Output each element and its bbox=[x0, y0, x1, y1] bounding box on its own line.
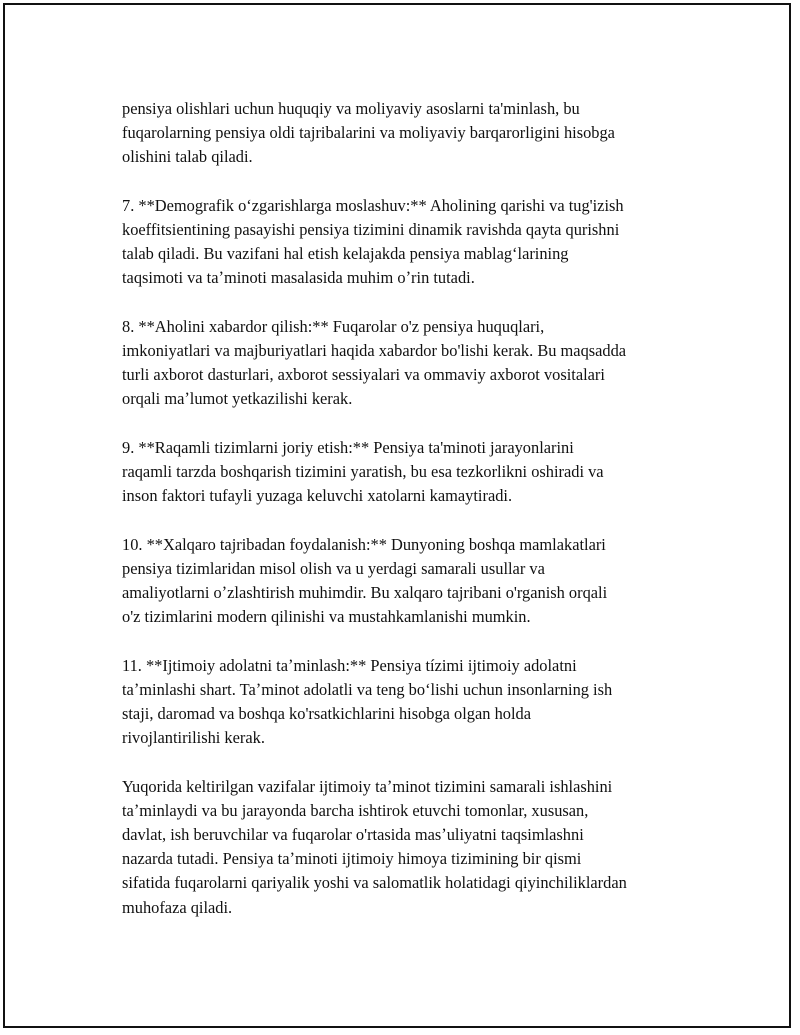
text-line: amaliyotlarni oʼzlashtirish muhimdir. Bu xalqaro tajribani o'rganish orqali bbox=[122, 583, 608, 602]
text-line: olishini talab qiladi. bbox=[122, 147, 253, 167]
text-line: 11. **Ijtimoiy adolatni taʼminlash:** Pensiya tízimi ijtimoiy adolatni bbox=[122, 655, 577, 675]
text-line: 10. **Xalqaro tajribadan foydalanish:** Dunyoning boshqa mamlakatlari bbox=[122, 534, 606, 554]
text-line: orqali maʼlumot yetkazilishi kerak. bbox=[122, 389, 353, 409]
text-line: pensiya tizimlaridan misol olish va u yerdagi samarali usullar va bbox=[122, 558, 545, 578]
paragraph-item-11 bbox=[122, 654, 702, 751]
text-line: raqamli tarzda boshqarish tizimini yaratish, bu esa tezkorlikni oshiradi va bbox=[122, 462, 604, 481]
text-line: staji, daromad va boshqa ko'rsatkichlarini hisobga olgan holda bbox=[122, 704, 531, 723]
text-line: turli axborot dasturlari, axborot sessiyalari va ommaviy axborot vositalari bbox=[122, 365, 605, 385]
text-line: fuqarolarning pensiya oldi tajribalarini va moliyaviy barqarorligini hisobga bbox=[122, 123, 615, 143]
paragraph-conclusion bbox=[122, 775, 702, 920]
paragraph-item-10 bbox=[122, 533, 702, 630]
text-line: Yuqorida keltirilgan vazifalar ijtimoiy taʼminot tizimini samarali ishlashini bbox=[122, 776, 613, 796]
page-frame bbox=[3, 3, 791, 1028]
text-line: sifatida fuqarolarni qariyalik yoshi va salomatlik holatidagi qiyinchiliklardan bbox=[122, 873, 627, 893]
text-line: rivojlantirilishi kerak. bbox=[122, 728, 265, 748]
text-line: taqsimoti va taʼminoti masalasida muhim oʼrin tutadi. bbox=[122, 268, 475, 288]
text-line: talab qiladi. Bu vazifani hal etish kelajakda pensiya mablagʻlarining bbox=[122, 244, 569, 264]
text-line: koeffitsientining pasayishi pensiya tizimini dinamik ravishda qayta qurishni bbox=[122, 220, 620, 239]
paragraph-item-7 bbox=[122, 194, 702, 291]
text-line: 7. **Demografik oʻzgarishlarga moslashuv:** Aholining qarishi va tug'izish bbox=[122, 195, 624, 215]
text-line: muhofaza qiladi. bbox=[122, 897, 233, 917]
document-body bbox=[122, 97, 702, 920]
text-line: o'z tizimlarini modern qilinishi va mustahkamlanishi mumkin. bbox=[122, 607, 531, 627]
text-line: davlat, ish beruvchilar va fuqarolar o'rtasida masʼuliyatni taqsimlashni bbox=[122, 825, 584, 844]
text-line: taʼminlaydi va bu jarayonda barcha ishtirok etuvchi tomonlar, xususan, bbox=[122, 800, 589, 820]
text-line: 8. **Aholini xabardor qilish:** Fuqarolar o'z pensiya huquqlari, bbox=[122, 316, 545, 336]
text-line: pensiya olishlari uchun huquqiy va moliyaviy asoslarni ta'minlash, bu bbox=[122, 99, 580, 118]
text-line: inson faktori tufayli yuzaga keluvchi xatolarni kamaytiradi. bbox=[122, 486, 513, 506]
paragraph-item-8 bbox=[122, 315, 702, 412]
text-line: nazarda tutadi. Pensiya taʼminoti ijtimoiy himoya tizimining bir qismi bbox=[122, 849, 582, 869]
paragraph-pension-basis bbox=[122, 97, 702, 170]
text-line: 9. **Raqamli tizimlarni joriy etish:** Pensiya ta'minoti jarayonlarini bbox=[122, 437, 574, 457]
paragraph-item-9 bbox=[122, 436, 702, 509]
text-line: imkoniyatlari va majburiyatlari haqida xabardor bo'lishi kerak. Bu maqsadda bbox=[122, 341, 627, 360]
text-line: taʼminlashi shart. Taʼminot adolatli va teng boʻlishi uchun insonlarning ish bbox=[122, 679, 613, 699]
